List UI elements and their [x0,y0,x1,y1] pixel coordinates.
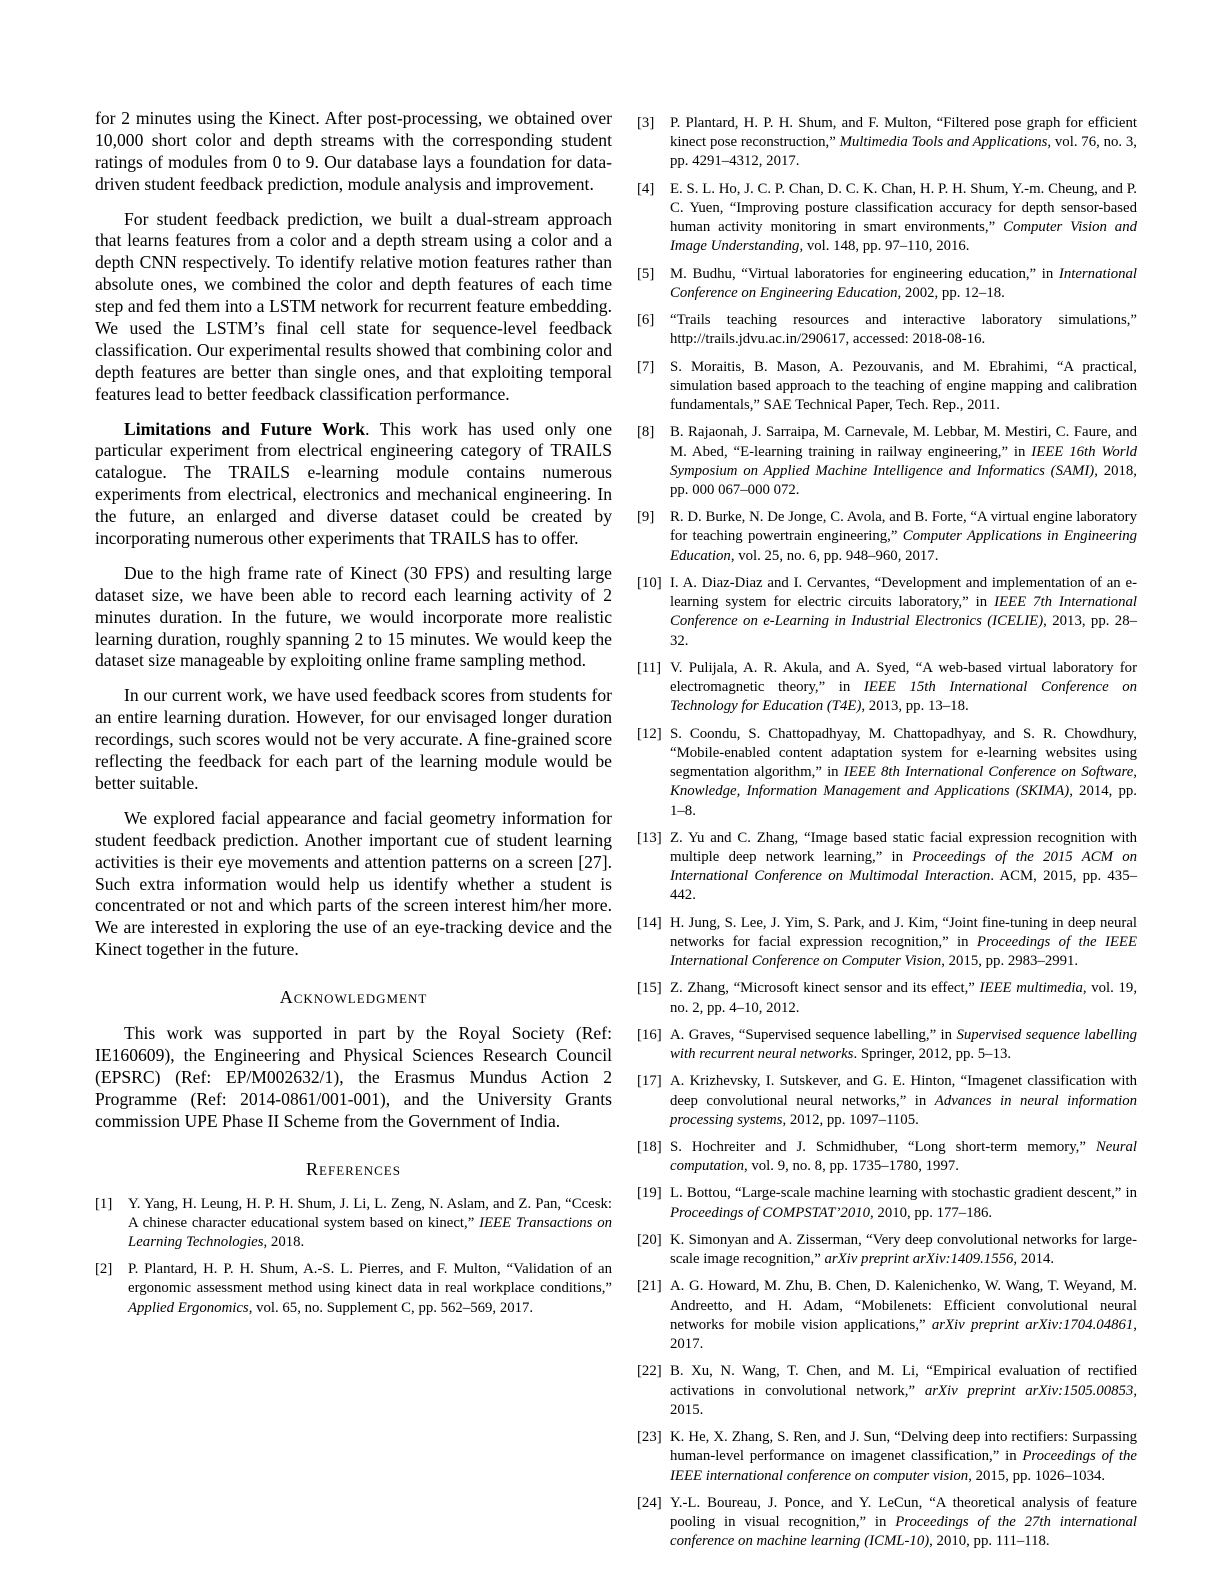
reference-venue-italic: Applied Ergonomics [128,1299,249,1316]
reference-venue-italic: IEEE multimedia [979,980,1083,997]
reference-text: Z. Yu and C. Zhang, “Image based static facial expression recognition with multiple deep network learning,” in Proceedings of the 2015 ACM on International Conference on Multimodal Interaction. ACM, 2015, pp. 435–442. [670,829,1137,904]
reference-venue-italic: Advances in neural information processing systems [670,1092,1137,1128]
reference-text: I. A. Diaz-Diaz and I. Cervantes, “Development and implementation of an e-learning system for electric circuits laboratory,” in IEEE 7th International Conference on e-Learning in Industrial Electronics (ICELIE), 2013, pp. 28–32. [670,574,1138,649]
left-column [95,108,612,1326]
reference-item [637,659,1137,717]
reference-item [637,114,1137,172]
references-heading: References [306,1158,401,1179]
reference-text: A. Krizhevsky, I. Sutskever, and G. E. Hinton, “Imagenet classification with deep convolutional neural networks,” in Advances in neural information processing systems, 2012, pp. 1097–1105. [670,1073,1137,1128]
reference-item [637,1231,1137,1269]
reference-venue-italic: Proceedings of the 27th international conference on machine learning (ICML-10) [670,1514,1137,1550]
reference-number: [6] [637,312,655,329]
reference-text: H. Jung, S. Lee, J. Yim, S. Park, and J. Kim, “Joint fine-tuning in deep neural networks for facial expression recognition,” in Proceedings of the IEEE International Conference on Computer Vision, 2015, pp. 2983–2991. [670,914,1137,970]
reference-item [637,1026,1137,1064]
reference-text: S. Hochreiter and J. Schmidhuber, “Long short-term memory,” Neural computation, vol. 9, no. 8, pp. 1735–1780, 1997. [670,1139,1137,1175]
reference-text: S. Coondu, S. Chattopadhyay, M. Chattopadhyay, and S. R. Chowdhury, “Mobile-enabled content adaptation system for e-learning websites using segmentation algorithm,” in IEEE 8th International Conference on Software, Knowledge, Information Management and Applications (SKIMA), 2014, pp. 1–8. [670,725,1137,819]
reference-venue-italic: IEEE Transactions on Learning Technologies [128,1214,612,1250]
reference-number: [8] [637,424,655,441]
paragraph: For student feedback prediction, we built a dual-stream approach that learns features from a color and a depth stream using a color and a depth CNN respectively. To identify relative motion features rather than absolute ones, we combined the color and depth features of each time step and fed them into a LSTM network for recurrent feature embedding. We used the LSTM’s final cell state for sequence-level feedback classification. Our experimental results showed that combining color and depth features are better than single ones, and that exploiting temporal features lead to better feedback classification performance. [95,208,612,404]
reference-item [637,358,1137,416]
reference-number: [17] [637,1073,662,1090]
reference-venue-italic: Proceedings of the IEEE International Conference on Computer Vision [670,933,1137,970]
reference-text: B. Rajaonah, J. Sarraipa, M. Carnevale, M. Lebbar, M. Mestiri, C. Faure, and M. Abed, “E-learning training in railway engineering,” in IEEE 16th World Symposium on Applied Machine Intelligence and Informatics (SAMI), 2018, pp. 000 067–000 072. [670,424,1138,498]
reference-item [637,914,1137,972]
reference-number: [24] [637,1494,662,1511]
reference-number: [19] [637,1185,662,1202]
paragraph: In our current work, we have used feedback scores from students for an entire learning duration. However, for our envisaged longer duration recordings, such scores would not be very accurate. A fine-grained score reflecting the feedback for each part of the learning module would be better suitable. [95,685,612,793]
reference-number: [4] [637,180,655,197]
reference-item [637,1494,1137,1552]
reference-number: [1] [95,1195,113,1212]
reference-item [637,1138,1137,1176]
references-list-right [637,114,1137,1551]
acknowledgment-heading: Acknowledgment [279,987,428,1008]
reference-item [637,265,1137,303]
reference-venue-italic: IEEE 15th International Conference on Technology for Education (T4E) [670,679,1138,715]
reference-venue-italic: Proceedings of the IEEE international conference on computer vision [670,1448,1137,1484]
reference-number: [23] [637,1429,662,1446]
reference-venue-italic: Computer Vision and Image Understanding [670,219,1137,255]
reference-text: M. Budhu, “Virtual laboratories for engineering education,” in International Conference on Engineering Education, 2002, pp. 12–18. [670,265,1137,301]
reference-venue-italic: arXiv preprint arXiv:1704.04861 [931,1316,1134,1333]
reference-number: [15] [637,980,662,997]
reference-text: “Trails teaching resources and interactive laboratory simulations,” http://trails.jdvu.ac.in/290617, accessed: 2018-08-16. [670,312,1137,348]
references-list-left [95,1195,612,1318]
reference-venue-italic: IEEE 16th World Symposium on Applied Machine Intelligence and Informatics (SAMI) [670,443,1138,479]
reference-text: P. Plantard, H. P. H. Shum, A.-S. L. Pierres, and F. Multon, “Validation of an ergonomic assessment method using kinect data in real workplace conditions,” Applied Ergonomics, vol. 65, no. Supplement C, pp. 562–569, 2017. [128,1261,612,1316]
reference-item [637,1072,1137,1130]
reference-number: [5] [637,265,655,282]
reference-item [637,1362,1137,1420]
reference-text: V. Pulijala, A. R. Akula, and A. Syed, “A web-based virtual laboratory for electromagnetic theory,” in IEEE 15th International Conference on Technology for Education (T4E), 2013, pp. 13–18. [670,659,1138,715]
reference-item [637,1277,1137,1354]
reference-venue-italic: Computer Applications in Engineering Education [670,528,1137,564]
reference-number: [21] [637,1278,662,1295]
reference-item [637,180,1137,257]
reference-text: P. Plantard, H. P. H. Shum, and F. Multon, “Filtered pose graph for efficient kinect pose reconstruction,” Multimedia Tools and Applications, vol. 76, no. 3, pp. 4291–4312, 2017. [670,115,1137,170]
reference-number: [7] [637,358,655,375]
reference-text: B. Xu, N. Wang, T. Chen, and M. Li, “Empirical evaluation of rectified activations in convolutional network,” arXiv preprint arXiv:1505.00853, 2015. [670,1363,1138,1418]
reference-item [637,979,1137,1017]
paragraph-bold-lead: Limitations and Future Work [124,418,366,439]
reference-number: [22] [637,1363,662,1380]
reference-text: A. Graves, “Supervised sequence labelling,” in Supervised sequence labelling with recurrent neural networks. Springer, 2012, pp. 5–13. [670,1026,1137,1063]
reference-text: E. S. L. Ho, J. C. P. Chan, D. C. K. Chan, H. P. H. Shum, Y.-m. Cheung, and P. C. Yuen, “Improving posture classification accuracy for depth sensor-based human activity monitoring in smart environments,” Computer Vision and Image Understanding, vol. 148, pp. 97–110, 2016. [670,180,1137,255]
reference-venue-italic: IEEE 7th International Conference on e-Learning in Industrial Electronics (ICELIE) [670,594,1137,630]
reference-text: Z. Zhang, “Microsoft kinect sensor and its effect,” IEEE multimedia, vol. 19, no. 2, pp. 4–10, 2012. [670,980,1138,1016]
reference-number: [9] [637,509,655,526]
reference-item [637,725,1137,821]
reference-number: [3] [637,115,655,131]
paragraph: for 2 minutes using the Kinect. After post-processing, we obtained over 10,000 short color and depth streams with the corresponding student ratings of modules from 0 to 9. Our database lays a foundation for data-driven student feedback prediction, module analysis and improvement. [95,108,612,194]
paragraph: Due to the high frame rate of Kinect (30 FPS) and resulting large dataset size, we have been able to record each learning activity of 2 minutes duration. In the future, we would incorporate more realistic learning duration, roughly spanning 2 to 15 minutes. We would keep the dataset size manageable by exploiting online frame sampling method. [95,562,612,671]
reference-number: [14] [637,914,662,931]
body-paragraphs [95,108,612,961]
paragraph: Limitations and Future Work. This work has used only one particular experiment from electrical engineering category of TRAILS catalogue. The TRAILS e-learning module contains numerous experiments from electrical, electronics and mechanical engineering. In the future, an enlarged and diverse dataset could be created by incorporating numerous other experiments that TRAILS has to offer. [95,418,612,549]
reference-text: K. Simonyan and A. Zisserman, “Very deep convolutional networks for large-scale image recognition,” arXiv preprint arXiv:1409.1556, 2014. [670,1231,1137,1268]
reference-number: [20] [637,1231,662,1248]
reference-number: [18] [637,1139,662,1156]
paragraph: We explored facial appearance and facial geometry information for student feedback prediction. Another important cue of student learning activities is their eye movements and attention patterns on a screen [27]. Such extra information would help us identify whether a student is concentrated or not and which parts of the screen interest him/her more. We are interested in exploring the use of an eye-tracking device and the Kinect together in the future. [95,807,612,960]
reference-text: Y. Yang, H. Leung, H. P. H. Shum, J. Li, L. Zeng, N. Aslam, and Z. Pan, “Ccesk: A chinese character educational system based on kinect,” IEEE Transactions on Learning Technologies, 2018. [128,1195,612,1250]
reference-number: [16] [637,1026,662,1043]
reference-text: A. G. Howard, M. Zhu, B. Chen, D. Kalenichenko, W. Wang, T. Weyand, M. Andreetto, and H. Adam, “Mobilenets: Efficient convolutional neural networks for mobile vision applications,” arXiv preprint arXiv:1704.04861, 2017. [670,1278,1137,1353]
reference-item [637,574,1137,651]
reference-item [637,423,1137,500]
acknowledgment-paragraph: This work was supported in part by the Royal Society (Ref: IE160609), the Engineering and Physical Sciences Research Council (EPSRC) (Ref: EP/M002632/1), the Erasmus Mundus Action 2 Programme (Ref: 2014-0861/001-001), and the University Grants commission UPE Phase II Scheme from the Government of India. [95,1023,612,1131]
reference-venue-italic: Proceedings of the 2015 ACM on International Conference on Multimodal Interaction [670,848,1137,885]
reference-item [95,1260,612,1318]
reference-item [637,829,1137,906]
reference-text: Y.-L. Boureau, J. Ponce, and Y. LeCun, “A theoretical analysis of feature pooling in visual recognition,” in Proceedings of the 27th international conference on machine learning (ICML-10), 2010, pp. 111–118. [670,1494,1137,1550]
reference-text: R. D. Burke, N. De Jonge, C. Avola, and B. Forte, “A virtual engine laboratory for teaching powertrain engineering,” Computer Applications in Engineering Education, vol. 25, no. 6, pp. 948–960, 2017. [670,509,1137,564]
reference-venue-italic: arXiv preprint arXiv:1409.1556 [824,1251,1014,1268]
reference-venue-italic: Supervised sequence labelling with recurrent neural networks [670,1026,1137,1063]
reference-text: S. Moraitis, B. Mason, A. Pezouvanis, and M. Ebrahimi, “A practical, simulation based approach to the teaching of engine mapping and calibration fundamentals,” SAE Technical Paper, Tech. Rep., 2011. [670,358,1137,414]
reference-venue-italic: arXiv preprint arXiv:1505.00853 [924,1382,1134,1399]
reference-venue-italic: International Conference on Engineering Education [670,265,1137,301]
reference-venue-italic: Proceedings of COMPSTAT’2010 [670,1204,871,1221]
reference-venue-italic: Multimedia Tools and Applications [839,134,1048,151]
reference-number: [13] [637,829,662,846]
reference-venue-italic: IEEE 8th International Conference on Software, Knowledge, Information Management and Applications (SKIMA) [670,764,1137,800]
reference-number: [10] [637,574,662,591]
right-column [637,114,1137,1559]
reference-item [95,1195,612,1253]
reference-text: K. He, X. Zhang, S. Ren, and J. Sun, “Delving deep into rectifiers: Surpassing human-level performance on imagenet classification,” in Proceedings of the IEEE international conference on computer vision, 2015, pp. 1026–1034. [670,1429,1137,1484]
reference-number: [12] [637,725,662,742]
reference-item [637,1184,1137,1222]
reference-number: [2] [95,1261,113,1278]
reference-item [637,1428,1137,1486]
reference-item [637,508,1137,566]
reference-text: L. Bottou, “Large-scale machine learning with stochastic gradient descent,” in Proceedings of COMPSTAT’2010, 2010, pp. 177–186. [670,1185,1137,1221]
reference-venue-italic: Neural computation [670,1139,1137,1175]
reference-item [637,311,1137,349]
reference-number: [11] [637,659,662,676]
